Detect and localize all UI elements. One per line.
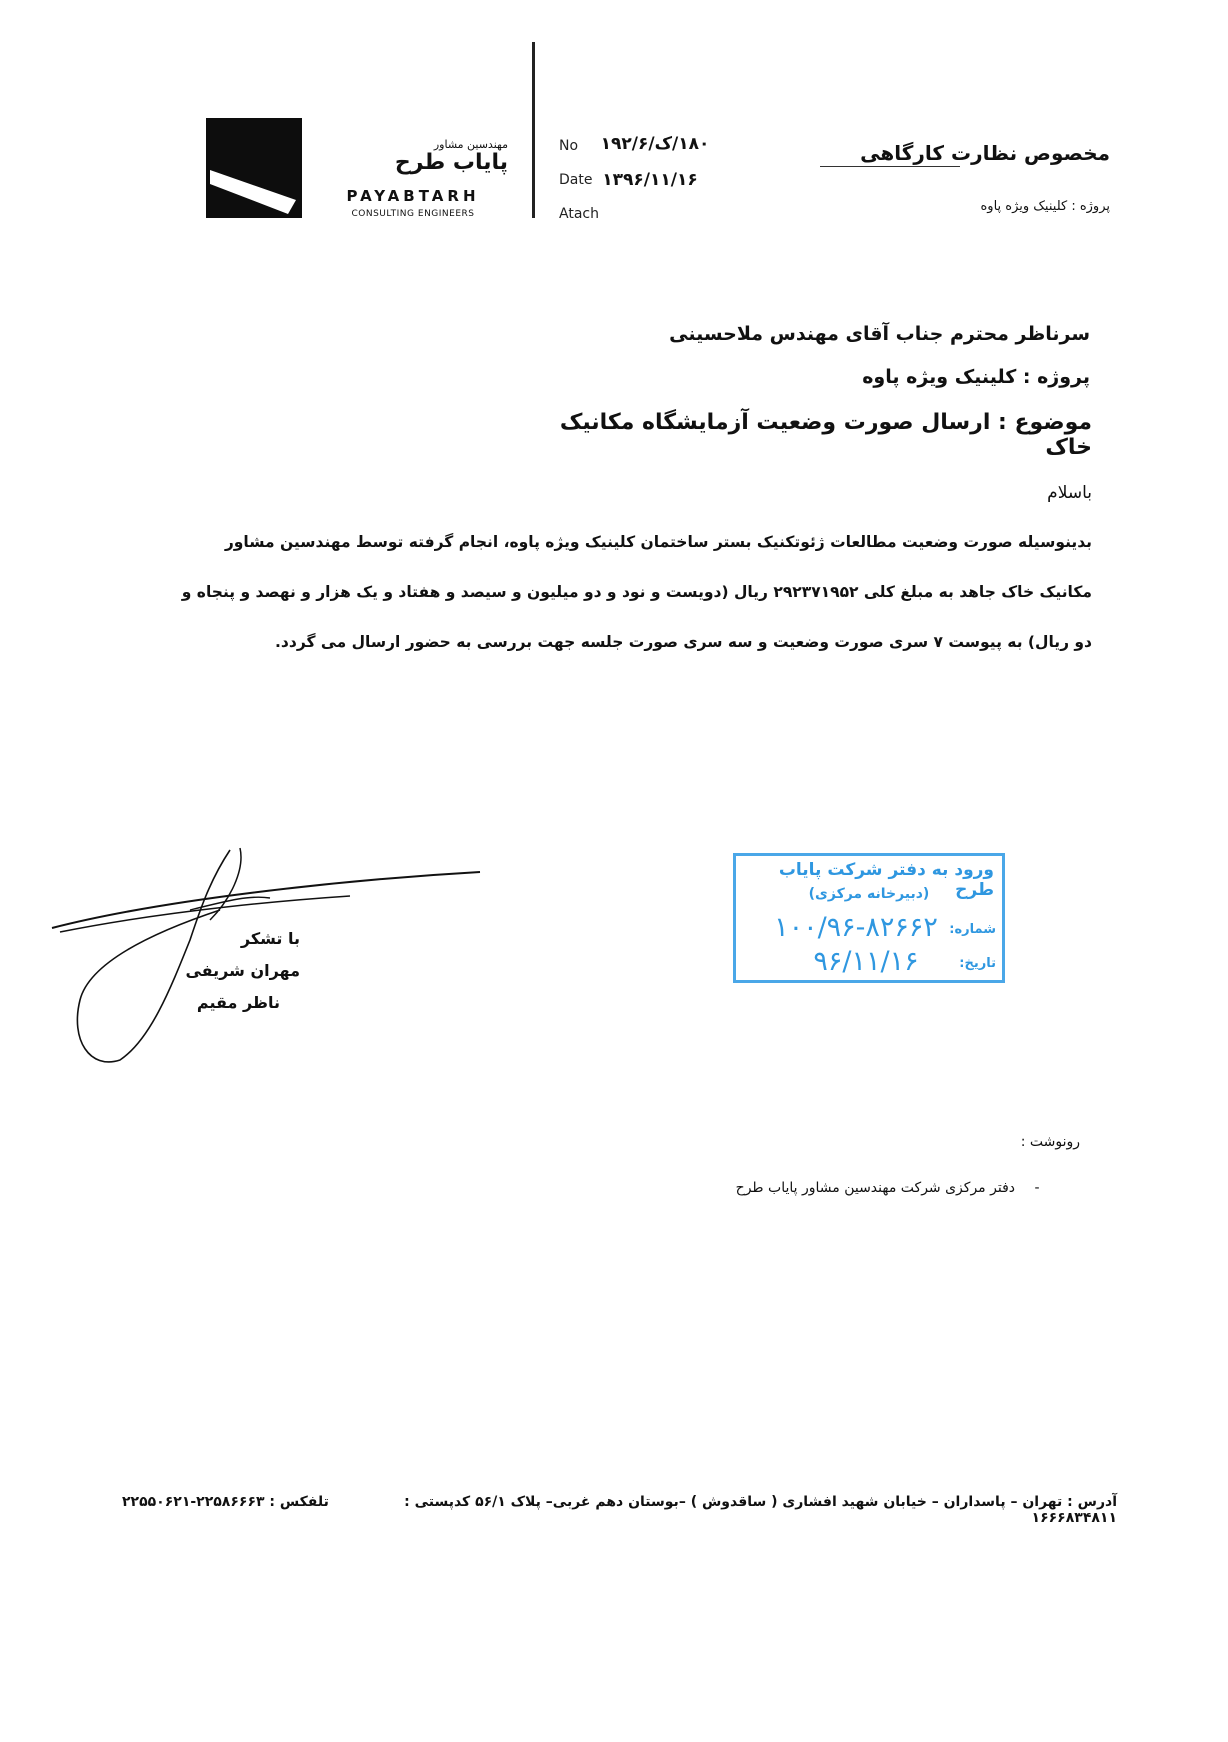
- signatory-name: مهران شریفی: [185, 961, 300, 980]
- stamp-office-line: ورود به دفتر شرکت پایاب طرح: [778, 860, 994, 900]
- letter-subject: موضوع : ارسال صورت وضعیت آزمایشگاه مکانیک خاک: [559, 410, 1092, 460]
- attachment-label: Atach: [559, 206, 599, 222]
- letter-greeting: باسلام: [1047, 483, 1092, 503]
- logo-persian-name: پایاب طرح: [394, 150, 508, 175]
- body-line-3: دو ریال) به پیوست ۷ سری صورت وضعیت و سه سری صورت جلسه جهت بررسی به حضور ارسال می گردد.: [275, 633, 1092, 651]
- stamp-number-label: شماره:: [949, 922, 996, 937]
- handwritten-signature: [40, 840, 500, 1070]
- logo-english-subtitle: CONSULTING ENGINEERS: [351, 209, 475, 219]
- heading-underline: [820, 166, 960, 167]
- logo-persian-subtitle: مهندسین مشاور: [433, 138, 508, 151]
- stamp-secretariat-line: (دبیرخانه مرکزی): [808, 886, 930, 902]
- company-logo-mark: [206, 118, 302, 218]
- receipt-stamp: [733, 853, 1005, 983]
- logo-mark-icon: [206, 118, 302, 218]
- body-line-1: بدینوسیله صورت وضعیت مطالعات ژئوتکنیک بستر ساختمان کلینیک ویژه پاوه، انجام گرفته توسط مهندسین مشاور: [224, 533, 1092, 551]
- header-project-line: پروژه : کلینیک ویژه پاوه: [980, 199, 1110, 214]
- supervision-heading: مخصوص نظارت کارگاهی: [860, 141, 1110, 165]
- footer-address: آدرس : تهران – پاسداران – خیابان شهید افشاری ( ساقدوش ) –بوستان دهم غربی– پلاک ۵۶/۱ کدپستی : ۱۶۶۶۸۳۴۸۱۱: [404, 1494, 1117, 1526]
- stamp-number-value: ۱۰۰/۹۶-۸۲۶۶۲: [774, 912, 938, 943]
- date-value: ۱۳۹۶/۱۱/۱۶: [602, 170, 698, 190]
- cc-bullet: -: [1034, 1180, 1040, 1196]
- cc-item: دفتر مرکزی شرکت مهندسین مشاور پایاب طرح: [735, 1180, 1015, 1196]
- signature-thanks: با تشکر: [240, 929, 300, 948]
- body-line-2: مکانیک خاک جاهد به مبلغ کلی ۲۹۲۳۷۱۹۵۲ ریال (دویست و نود و دو میلیون و سیصد و هفتاد و یک هزار و نهصد و پنجاه و: [181, 583, 1092, 601]
- signatory-role: ناظر مقیم: [196, 993, 280, 1012]
- cc-label: رونوشت :: [1020, 1134, 1080, 1150]
- footer-telefax: تلفکس : ۲۲۵۸۶۶۶۳-۲۲۵۵۰۶۲۱: [122, 1494, 329, 1510]
- number-label: No: [559, 138, 579, 154]
- date-label: Date: [559, 172, 593, 188]
- logo-english-name: PAYABTARH: [346, 187, 480, 205]
- stamp-date-value: ۹۶/۱۱/۱۶: [813, 946, 919, 977]
- number-value: ۱۸۰/ک/۱۹۲/۶: [600, 134, 710, 154]
- letter-project: پروژه : کلینیک ویژه پاوه: [862, 366, 1090, 388]
- letter-addressee: سرناظر محترم جناب آقای مهندس ملاحسینی: [669, 323, 1090, 345]
- stamp-date-label: تاریخ:: [959, 956, 996, 971]
- header-divider: [532, 42, 535, 218]
